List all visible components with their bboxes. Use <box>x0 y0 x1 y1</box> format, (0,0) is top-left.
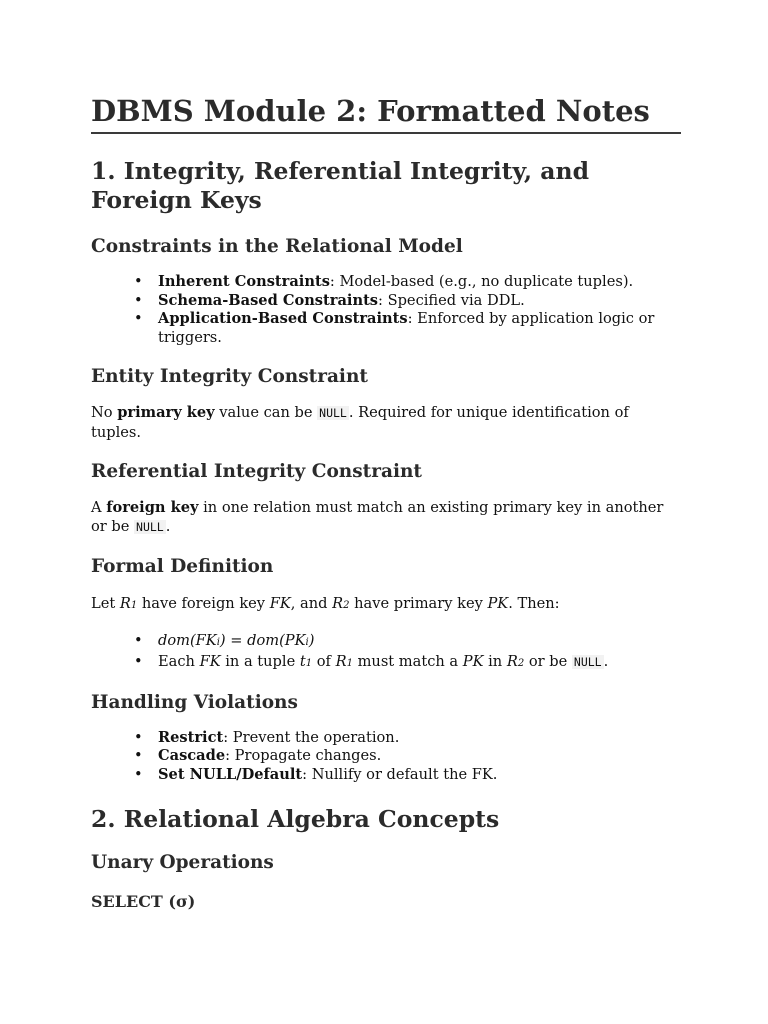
paragraph-entity-integrity <box>91 403 681 442</box>
violations-list <box>91 729 681 785</box>
text-run: . <box>165 518 171 536</box>
text-run: must match a <box>352 652 463 670</box>
text-run: of <box>312 652 336 670</box>
subheading-formal-definition: Formal Definition <box>91 556 274 578</box>
list-item-text: : Propagate changes. <box>225 747 382 765</box>
math-subscript: 1 <box>346 657 353 669</box>
math-var: R <box>119 595 131 613</box>
text-run: in <box>483 652 507 670</box>
list-item <box>158 310 681 347</box>
math-expr: ) <box>308 632 315 650</box>
list-item <box>158 747 681 766</box>
list-item <box>158 729 681 748</box>
text-run: No <box>91 404 118 422</box>
math-var: R <box>506 652 518 670</box>
list-item-term: Application-Based Constraints <box>158 310 408 328</box>
math-subscript: i <box>305 637 309 649</box>
paragraph-referential-integrity <box>91 498 681 537</box>
subheading-entity-integrity: Entity Integrity Constraint <box>91 366 368 388</box>
constraints-list <box>91 273 681 347</box>
subheading-referential-integrity: Referential Integrity Constraint <box>91 461 422 483</box>
text-run: Let <box>91 595 120 613</box>
math-expr: dom(FK <box>158 632 217 650</box>
document-content <box>91 92 681 913</box>
math-subscript: 1 <box>305 657 313 669</box>
inline-code: NULL <box>136 520 164 535</box>
math-expr: ) = dom(PK <box>219 632 306 650</box>
list-item-text: : Nullify or default the FK. <box>302 765 498 783</box>
math-var: t <box>299 652 306 670</box>
list-item-text: : Enforced by application logic or triggers. <box>158 310 655 346</box>
list-item <box>158 632 681 653</box>
bold-term: foreign key <box>106 499 199 517</box>
text-run: Each <box>158 652 200 670</box>
subheading-handling-violations: Handling Violations <box>91 691 298 713</box>
list-item-term: Cascade <box>158 747 226 765</box>
text-run: . Required for unique identification of tuples. <box>91 404 629 442</box>
bold-term: primary key <box>117 404 215 422</box>
list-item <box>158 766 681 785</box>
math-var: FK <box>269 595 291 613</box>
list-item <box>158 292 681 311</box>
list-item-text: : Specified via DDL. <box>378 291 525 309</box>
math-var: PK <box>487 595 509 613</box>
formal-definition-list <box>91 632 681 673</box>
list-item-term: Schema-Based Constraints <box>158 291 379 309</box>
section-heading-integrity: 1. Integrity, Referential Integrity, and Foreign Keys <box>91 157 590 214</box>
list-item <box>158 273 681 292</box>
list-item-term: Set NULL/Default <box>158 765 303 783</box>
text-run: A <box>91 499 107 517</box>
section-heading-relational-algebra: 2. Relational Algebra Concepts <box>91 805 500 834</box>
paragraph-formal-intro <box>91 594 681 615</box>
text-run: in a tuple <box>220 652 300 670</box>
text-run: in one relation must match an existing primary key in another or be <box>91 499 664 536</box>
text-run: value can be <box>214 404 318 422</box>
list-item-term: Inherent Constraints <box>158 273 330 290</box>
math-subscript: i <box>216 637 220 649</box>
list-item <box>158 653 681 674</box>
math-subscript: 2 <box>517 657 525 669</box>
text-run: . <box>603 652 609 670</box>
list-item-text: : Prevent the operation. <box>223 728 400 746</box>
page-title: DBMS Module 2: Formatted Notes <box>91 92 681 134</box>
text-run: or be <box>524 652 572 670</box>
math-var: FK <box>199 652 221 670</box>
text-run: . Then: <box>508 595 560 613</box>
list-item-text: : Model-based (e.g., no duplicate tuples). <box>329 273 634 290</box>
math-subscript: 1 <box>130 600 138 612</box>
text-run: have foreign key <box>137 595 270 613</box>
math-var: R <box>335 652 347 670</box>
inline-code: NULL <box>319 406 347 421</box>
subheading-constraints: Constraints in the Relational Model <box>91 236 463 257</box>
inline-code: NULL <box>573 654 602 669</box>
math-var: PK <box>462 652 484 670</box>
list-item-term: Restrict <box>158 728 224 746</box>
math-subscript: 2 <box>343 600 350 612</box>
math-var: R <box>332 595 344 613</box>
subheading-unary-operations: Unary Operations <box>91 852 274 874</box>
subheading-select: SELECT (σ) <box>91 892 196 912</box>
text-run: have primary key <box>349 595 488 613</box>
text-run: , and <box>290 595 333 613</box>
